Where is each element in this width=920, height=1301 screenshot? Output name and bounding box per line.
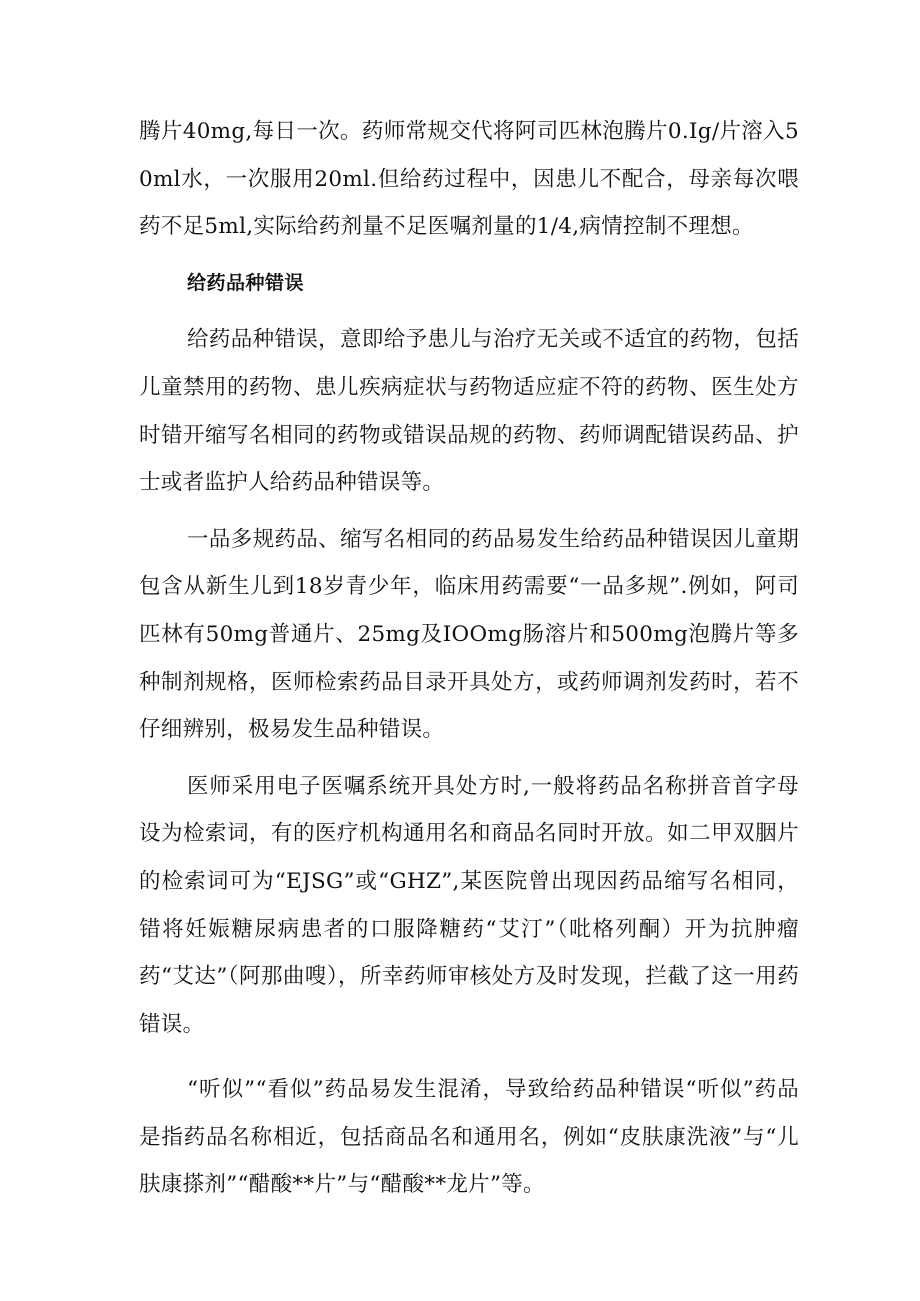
paragraph-sound-alike: “听似”“看似”药品易发生混淆，导致给药品种错误“听似”药品是指药品名称相近，包括商品名和通用名，例如“皮肤康洗液”与“儿肤康搽剂”“醋酸**片”与“醋酸**龙片”等。 [139,1077,799,1198]
document-body [139,108,799,1209]
spacer [139,754,799,763]
paragraph-dosage-example: 腾片40mg,每日一次。药师常规交代将阿司匹林泡腾片0.Ig/片溶入50ml水，一次服用20ml.但给药过程中，因患儿不配合，母亲每次喂药不足5ml,实际给药剂量不足医嘱剂量的1/4,病情控制不理想。 [139,119,799,240]
paragraph-multi-spec: 一品多规药品、缩写名相同的药品易发生给药品种错误因儿童期包含从新生儿到18岁青少年，临床用药需要“一品多规”.例如，阿司匹林有50mg普通片、25mg及IOOmg肠溶片和500mg泡腾片等多种制剂规格，医师检索药品目录开具处方，或药师调剂发药时，若不仔细辨别，极易发生品种错误。 [139,526,799,743]
paragraph-definition: 给药品种错误，意即给予患儿与治疗无关或不适宜的药物，包括儿童禁用的药物、患儿疾病症状与药物适应症不符的药物、医生处方时错开缩写名相同的药物或错误品规的药物、药师调配错误药品、护士或者监护人给药品种错误等。 [139,327,799,496]
spacer [139,307,799,316]
spacer [139,507,799,516]
section-heading: 给药品种错误 [187,271,305,294]
spacer [139,251,799,260]
spacer [139,1048,799,1066]
paragraph-electronic-orders: 医师采用电子医嘱系统开具处方时,一般将药品名称拼音首字母设为检索词，有的医疗机构通用名和商品名同时开放。如二甲双胭片的检索词可为“EJSG”或“GHZ”,某医院曾出现因药品缩写名相同，错将妊娠糖尿病患者的口服降糖药“艾汀”（吡格列酮）开为抗肿瘤药“艾达”（阿那曲嗖），所幸药师审核处方及时发现，拦截了这一用药错误。 [139,773,799,1037]
